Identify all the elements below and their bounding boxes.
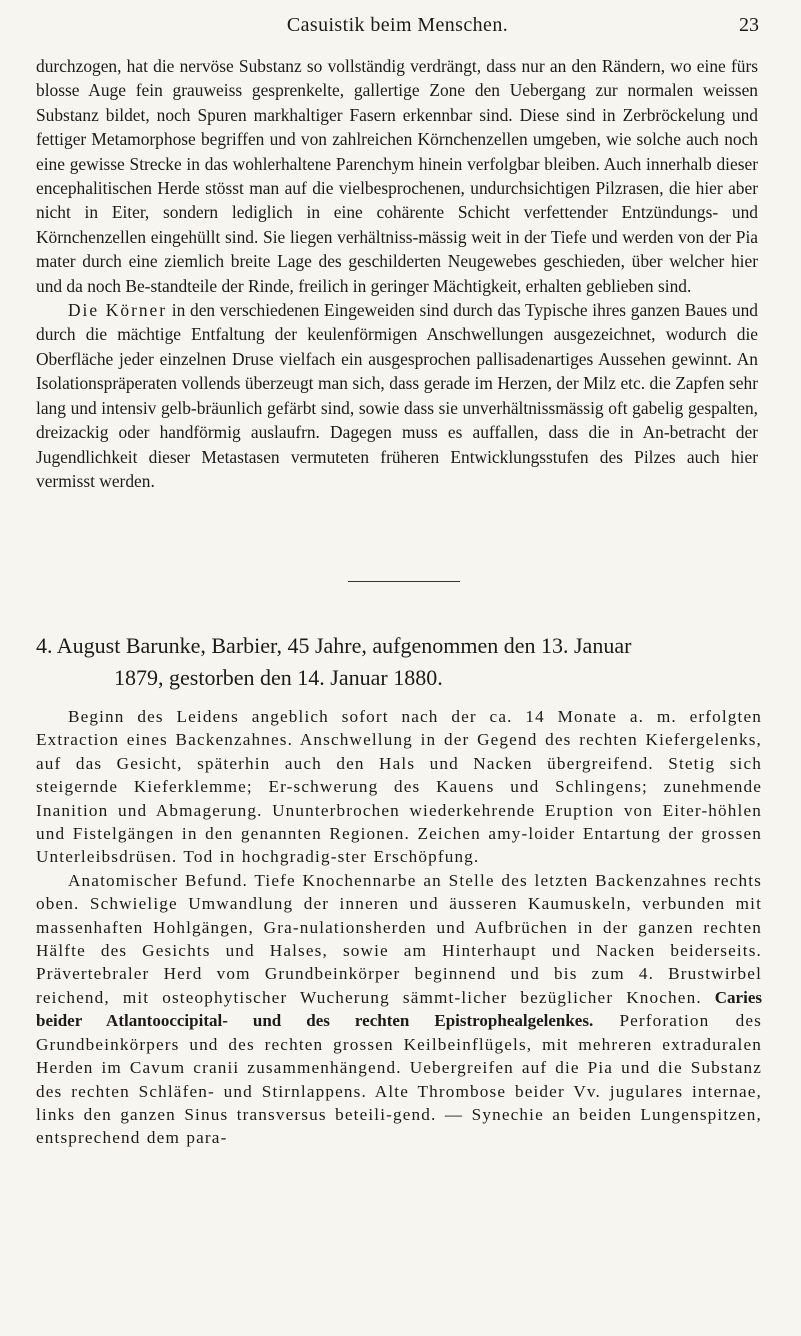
case-text <box>36 705 762 1150</box>
case-heading-line-1: 4. August Barunke, Barbier, 45 Jahre, aufgenommen den 13. Januar <box>36 633 632 658</box>
paragraph-1: durchzogen, hat die nervöse Substanz so vollständig verdrängt, dass nur an den Rändern, wo eine fürs blosse Auge fein grauweiss gesprenkelte, gallertige Zone den Uebergang zur normalen weissen Substanz bildet, noch Spuren markhaltiger Fasern erkennbar sind. Diese sind in Zerbröckelung und fettiger Metamorphose begriffen und von zahlreichen Körnchenzellen umgeben, wie solche auch noch eine gewisse Strecke in das wohlerhaltene Parenchym hinein verfolgbar bleiben. Auch innerhalb dieser encephalitischen Herde stösst man auf die vielbesprochenen, undurchsichtigen Pilzrasen, die hier aber nicht in Eiter, sondern lediglich in eine cohärente Schicht verfettender Entzündungs- und Körnchenzellen eingehüllt sind. Sie liegen verhältniss-mässig weit in der Tiefe und werden von der Pia mater durch eine ziemlich breite Lage des geschilderten Neugewebes geschieden, über welcher hier und da noch Be-standteile der Rinde, freilich in geringer Mächtigkeit, erhalten geblieben sind. <box>36 56 758 296</box>
case-findings <box>36 869 762 1150</box>
paragraph-2-lead: Die Körner <box>68 300 168 321</box>
findings-text-1: Anatomischer Befund. Tiefe Knochennarbe an Stelle des letzten Backenzahnes rechts oben. Schwielige Umwandlung der inneren und äusseren Kaumuskeln, verbunden mit massenhaften Hohlgängen, Gra-nulationsherden und Aufbrüchen in der ganzen rechten Hälfte des Gesichts und Halses, sowie am Hinterhaupt und Nacken beiderseits. Prävertebraler Herd vom Grundbeinkörper beginnend und bis zum 4. Brustwirbel reichend, mit osteophytischer Wucherung sämmt-licher bezüglicher Knochen. <box>36 870 762 1007</box>
case-heading-line-2: 1879, gestorben den 14. Januar 1880. <box>114 665 443 690</box>
paragraph-2-text: in den verschiedenen Eingeweiden sind durch das Typische ihres ganzen Baues und durch die mächtige Entfaltung der keulenförmigen Anschwellungen ausgezeichnet, wodurch die Oberfläche jeder einzelnen Druse vielfach ein ausgesprochen pallisadenartiges Aussehen gewinnt. An Isolationspräperaten vollends überzeugt man sich, dass gerade im Herzen, der Milz etc. die Zapfen sehr lang und intensiv gelb-bräunlich gefärbt sind, sowie dass sie unverhältnissmässig oft gabelig gespalten, dreizackig oder handförmig auslaufrn. Dagegen muss es auffallen, dass die in An-betracht der Jugendlichkeit dieser Metastasen vermuteten früheren Entwicklungsstufen des Pilzes auch hier vermisst werden. <box>36 300 758 491</box>
findings-text-2: Perforation des Grundbeinkörpers und des rechten grossen Keilbeinflügels, mit mehreren extraduralen Herden im Cavum cranii zusammenhängend. Uebergreifen auf die Pia und die Substanz des rechten Schläfen- und Stirnlappens. Alte Thrombose beider Vv. jugulares internae, links den ganzen Sinus transversus beteili-gend. — Synechie an beiden Lungenspitzen, entsprechend dem para- <box>36 1011 762 1148</box>
body-text <box>36 54 758 493</box>
case-history: Beginn des Leidens angeblich sofort nach der ca. 14 Monate a. m. erfolgten Extraction eines Backenzahnes. Anschwellung in der Gegend des rechten Kiefergelenks, auf das Gesicht, späterhin auch den Hals und Nacken übergreifend. Stetig sich steigernde Kieferklemme; Er-schwerung des Kauens und Schlingens; zunehmende Inanition und Abmagerung. Ununterbrochen wiederkehrende Eruption von Eiter-höhlen und Fistelgängen in den genannten Regionen. Zeichen amy-loider Entartung der grossen Unterleibsdrüsen. Tod in hochgradig-ster Erschöpfung. <box>36 707 762 867</box>
running-head <box>36 14 759 44</box>
findings-emphasis: Caries beider Atlantooccipital- und des rechten Epistrophealgelenkes. <box>36 987 762 1031</box>
running-title: Casuistik beim Menschen. <box>286 14 509 36</box>
section-separator <box>348 581 460 582</box>
paragraph-2 <box>36 298 758 493</box>
page-number: 23 <box>739 14 759 36</box>
case-heading <box>36 630 766 694</box>
